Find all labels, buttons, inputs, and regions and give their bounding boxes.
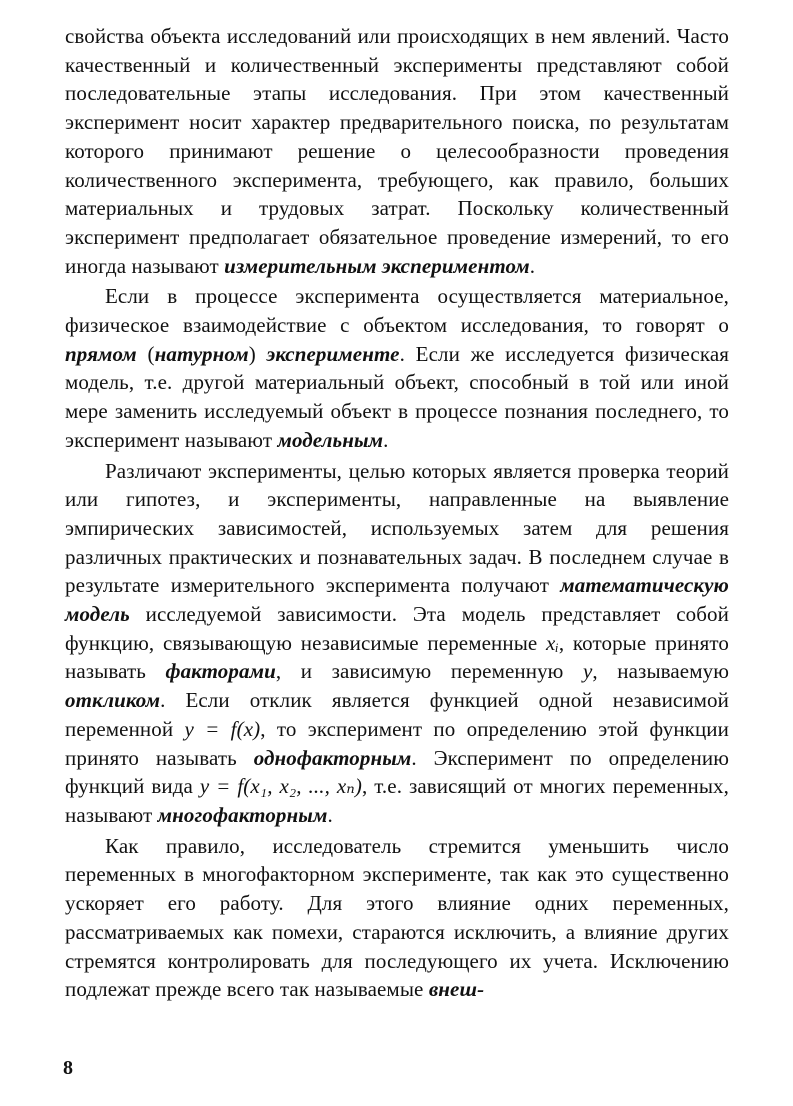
emphasized-term: откликом: [65, 688, 161, 713]
paragraph: [65, 22, 729, 280]
emphasized-term: однофакторным: [253, 745, 412, 770]
math-expression: y: [583, 659, 593, 684]
text-run: Если в процессе эксперимента осуществляется материальное, физическое взаимодействие с объектом исследования, то говорят о: [65, 284, 729, 338]
text-run: . Если отклик является функцией одной независимой переменной: [65, 688, 729, 741]
math-expression: y = f(x₁, x₂, ..., xₙ): [199, 774, 362, 799]
paragraph: [65, 457, 729, 830]
text-run: .: [327, 802, 333, 827]
emphasized-term: прямом: [65, 341, 137, 366]
text-run: , и зависимую переменную: [275, 659, 583, 684]
emphasized-term: эксперименте: [266, 341, 400, 366]
paragraph: [65, 832, 729, 1004]
paragraph: [65, 282, 729, 454]
text-run: Различают эксперименты, целью которых является проверка теорий или гипотез, и эксперименты, направленные на выявление эмпирических зависимостей, используемых затем для решения различных практических и познавательных задач. В последнем случае в результате измерительного эксперимента получают: [65, 458, 729, 598]
text-run: (: [136, 341, 155, 366]
emphasized-term: математическую модель: [65, 573, 729, 627]
emphasized-term: факторами: [165, 659, 276, 684]
emphasized-term: натурном: [154, 341, 249, 366]
emphasized-term: измерительным экспериментом: [224, 253, 530, 278]
text-run: , называемую: [592, 659, 730, 684]
emphasized-term: многофакторным: [157, 802, 328, 827]
text-run: .: [529, 253, 536, 278]
text-run: , т.е. зависящий от многих переменных, называют: [65, 774, 729, 827]
text-run: . Если же исследуется физическая модель, т.е. другой материальный объект, способный в той или иной мере заменить исследуемый объект в процессе познания последнего, то эксперимент называют: [65, 341, 729, 452]
text-run: . Эксперимент по определению функций вида: [65, 745, 729, 799]
text-run: .: [383, 427, 389, 452]
text-run: ): [248, 341, 267, 366]
emphasized-term: модельным: [277, 427, 384, 452]
text-run: исследуемой зависимости. Эта модель представляет собой функцию, связывающую независимые переменные: [65, 602, 729, 655]
text-run: , то эксперимент по определению этой функции принято называть: [65, 716, 729, 770]
emphasized-term: внеш-: [428, 977, 485, 1002]
math-expression: y = f(x): [184, 716, 261, 741]
page-number: 8: [63, 1057, 73, 1079]
text-run: Как правило, исследователь стремится уменьшить число переменных в многофакторном эксперименте, так как это существенно ускоряет его работу. Для этого влияние одних переменных, рассматриваемых как помехи, стараются исключить, а влияние других стремятся контролировать для последующего их учета. Исключению подлежат прежде всего так называемые: [65, 833, 729, 1002]
text-run: , которые принято называть: [65, 630, 729, 684]
math-expression: xᵢ: [546, 630, 559, 655]
text-run: свойства объекта исследований или происходящих в нем явлений. Часто качественный и количественный эксперименты представляют собой последовательные этапы исследования. При этом качественный эксперимент носит характер предварительного поиска, по результатам которого принимают решение о целесообразности проведения количественного эксперимента, требующего, как правило, больших материальных и трудовых затрат. Поскольку количественный эксперимент предполагает обязательное проведение измерений, то его иногда называют: [65, 24, 729, 278]
document-page: [65, 22, 729, 1072]
